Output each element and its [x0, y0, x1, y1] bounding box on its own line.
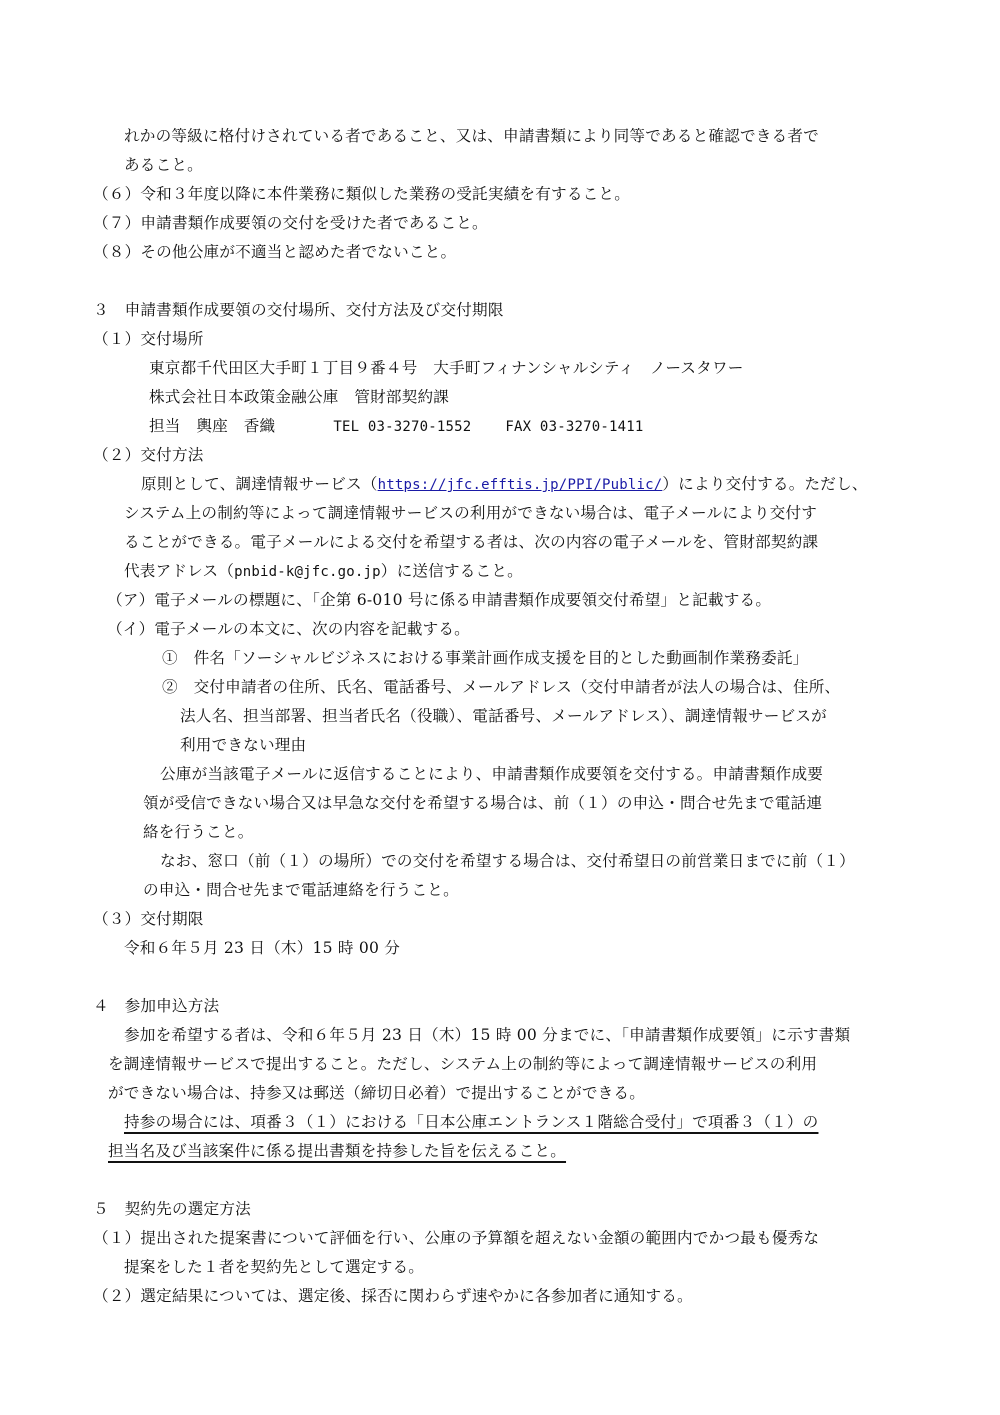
text-span: 原則として、調達情報サービス（ [141, 475, 378, 493]
list-item: 法人名、担当部署、担当者氏名（役職）、電話番号、メールアドレス）、調達情報サービスが [180, 707, 827, 725]
text-span: ）に送信すること。 [380, 562, 523, 580]
list-item: （イ）電子メールの本文に、次の内容を記載する。 [107, 620, 470, 638]
list-item: ① 件名「ソーシャルビジネスにおける事業計画作成支援を目的とした動画制作業務委託」 [162, 649, 809, 667]
list-item: （１）提出された提案書について評価を行い、公庫の予算額を超えない金額の範囲内でかつ最も優秀な [93, 1229, 820, 1247]
underlined-notice: 担当名及び当該案件に係る提出書類を持参した旨を伝えること。 [108, 1142, 567, 1160]
body-text: れかの等級に格付けされている者であること、又は、申請書類により同等であると確認できる者で [124, 127, 819, 145]
body-text: あること。 [124, 156, 203, 174]
body-text: 公庫が当該電子メールに返信することにより、申請書類作成要領を交付する。申請書類作成要 [160, 765, 824, 783]
body-text: 絡を行うこと。 [143, 823, 254, 841]
body-text: ができない場合は、持参又は郵送（締切日必着）で提出することができる。 [108, 1084, 645, 1102]
list-item: （ア）電子メールの標題に、「企第 6-010 号に係る申請書類作成要領交付希望」と記載する。 [107, 591, 772, 609]
procurement-url-link[interactable]: https://jfc.efftis.jp/PPI/Public/ [377, 477, 663, 493]
body-text: 領が受信できない場合又は早急な交付を希望する場合は、前（１）の申込・問合せ先まで電話連 [143, 794, 823, 812]
address-line: 東京都千代田区大手町１丁目９番４号 大手町フィナンシャルシティ ノースタワー [149, 359, 744, 377]
subsection-label: （３）交付期限 [93, 910, 204, 928]
list-item: （２）選定結果については、選定後、採否に関わらず速やかに各参加者に通知する。 [93, 1287, 693, 1305]
contact-person: 担当 輿座 香織 [149, 417, 276, 435]
list-item: （６）令和３年度以降に本件業務に類似した業務の受託実績を有すること。 [93, 185, 630, 203]
body-text: システム上の制約等によって調達情報サービスの利用ができない場合は、電子メールにより交付す [124, 504, 818, 522]
list-item: 利用できない理由 [180, 736, 307, 754]
section-heading: ４ 参加申込方法 [93, 997, 220, 1015]
body-text [141, 473, 868, 496]
text-span: ）により交付する。ただし、 [662, 475, 868, 493]
body-text: なお、窓口（前（１）の場所）での交付を希望する場合は、交付希望日の前営業日までに前（１） [160, 852, 855, 870]
underlined-notice [108, 1111, 818, 1133]
list-item: ② 交付申請者の住所、氏名、電話番号、メールアドレス（交付申請者が法人の場合は、住所、 [162, 678, 841, 696]
contact-line [149, 415, 643, 438]
list-item: （８）その他公庫が不適当と認めた者でないこと。 [93, 243, 457, 261]
email-address: pnbid-k@jfc.go.jp [234, 564, 381, 580]
tel-number: TEL 03-3270-1552 [333, 419, 472, 435]
section-heading: ３ 申請書類作成要領の交付場所、交付方法及び交付期限 [93, 301, 504, 319]
text-span: 代表アドレス（ [124, 562, 235, 580]
body-text: 参加を希望する者は、令和６年５月 23 日（木）15 時 00 分までに、「申請書類作成要領」に示す書類 [124, 1026, 851, 1044]
body-text [124, 560, 523, 583]
body-text: を調達情報サービスで提出すること。ただし、システム上の制約等によって調達情報サービスの利用 [108, 1055, 818, 1073]
fax-number: FAX 03-3270-1411 [505, 419, 644, 435]
text-span: 持参の場合には、項番３（１）における「日本公庫エントランス１階総合受付」で項番３（１）の [124, 1113, 819, 1131]
list-item: 提案をした１者を契約先として選定する。 [124, 1258, 425, 1276]
address-line: 株式会社日本政策金融公庫 管財部契約課 [149, 388, 450, 406]
body-text: ることができる。電子メールによる交付を希望する者は、次の内容の電子メールを、管財部契約課 [124, 533, 819, 551]
body-text: の申込・問合せ先まで電話連絡を行うこと。 [143, 881, 459, 899]
subsection-label: （１）交付場所 [93, 330, 204, 348]
list-item: （７）申請書類作成要領の交付を受けた者であること。 [93, 214, 488, 232]
subsection-label: （２）交付方法 [93, 446, 204, 464]
section-heading: ５ 契約先の選定方法 [93, 1200, 251, 1218]
deadline-text: 令和６年５月 23 日（木）15 時 00 分 [124, 939, 401, 957]
